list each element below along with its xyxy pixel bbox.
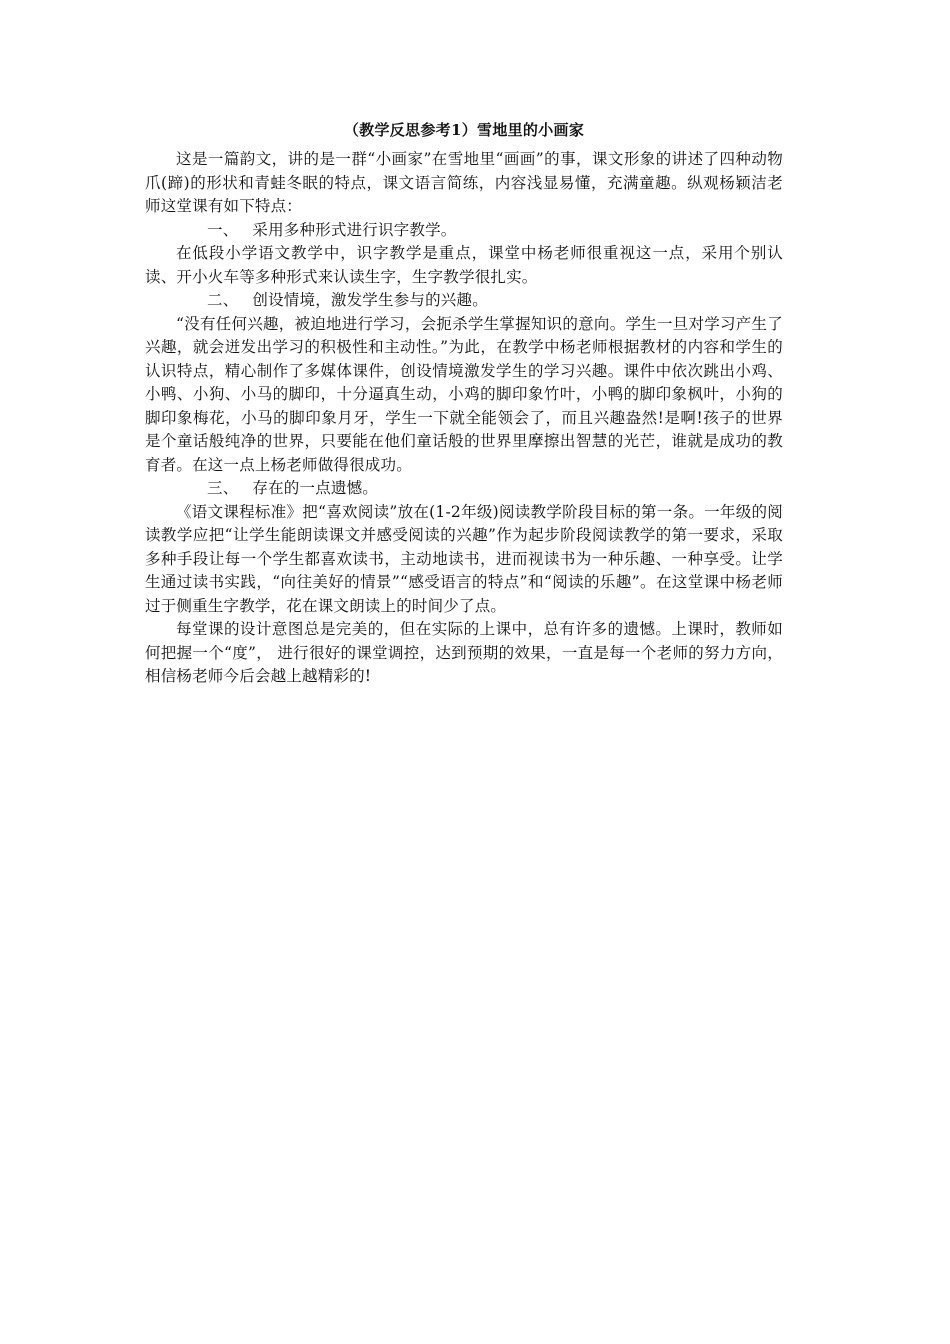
section-number-1: 一、 [207, 220, 239, 239]
intro-paragraph: 这是一篇韵文，讲的是一群“小画家”在雪地里“画画”的事，课文形象的讲述了四种动物爪(蹄)的形状和青蛙冬眠的特点，课文语言简练，内容浅显易懂，充满童趣。纵观杨颖洁老师这堂课有如下特点： [145, 150, 783, 215]
section-2-paragraph-1: “没有任何兴趣，被迫地进行学习，会扼杀学生掌握知识的意向。学生一旦对学习产生了兴趣，就会迸发出学习的积极性和主动性。”为此，在教学中杨老师根据教材的内容和学生的认识特点，精心制作了多媒体课件，创设情境激发学生的学习兴趣。课件中依次跳出小鸡、小鸭、小狗、小马的脚印，十分逼真生动，小鸡的脚印象竹叶，小鸭的脚印象枫叶，小狗的脚印象梅花，小马的脚印象月牙，学生一下就全能领会了，而且兴趣盎然!是啊!孩子的世界是个童话般纯净的世界，只要能在他们童话般的世界里摩擦出智慧的光芒，谁就是成功的教育者。在这一点上杨老师做得很成功。 [145, 314, 783, 474]
section-heading-text-2: 创设情境，激发学生参与的兴趣。 [252, 291, 488, 309]
section-1-paragraph-1: 在低段小学语文教学中，识字教学是重点，课堂中杨老师很重视这一点，采用个别认读、开小火车等多种形式来认读生字，生字教学很扎实。 [145, 244, 783, 286]
document-title: （教学反思参考1）雪地里的小画家 [343, 121, 585, 139]
section-number-2: 二、 [207, 291, 239, 309]
section-heading-2 [145, 289, 783, 313]
section-3-paragraph-1: 《语文课程标准》把“喜欢阅读”放在(1-2年级)阅读教学阶段目标的第一条。一年级的阅读教学应把“让学生能朗读课文并感受阅读的兴趣”作为起步阶段阅读教学的第一要求，采取多种手段让每一个学生都喜欢读书，主动地读书，进而视读书为一种乐趣、一种享受。让学生通过读书实践，“向往美好的情景”“感受语言的特点”和“阅读的乐趣”。在这堂课中杨老师过于侧重生字教学，花在课文朗读上的时间少了点。 [145, 502, 783, 615]
section-heading-text-1: 采用多种形式进行识字教学。 [252, 220, 457, 239]
section-3-paragraph-2: 每堂课的设计意图总是完美的，但在实际的上课中，总有许多的遗憾。上课时，教师如何把握一个“度”， 进行很好的课堂调控，达到预期的效果，一直是每一个老师的努力方向，相信杨老师今后会越上越精彩的! [145, 620, 783, 685]
section-number-3: 三、 [207, 479, 239, 497]
document-page [145, 118, 783, 689]
section-heading-text-3: 存在的一点遗憾。 [252, 479, 379, 497]
section-heading-1 [145, 219, 783, 243]
section-heading-3 [145, 477, 783, 501]
